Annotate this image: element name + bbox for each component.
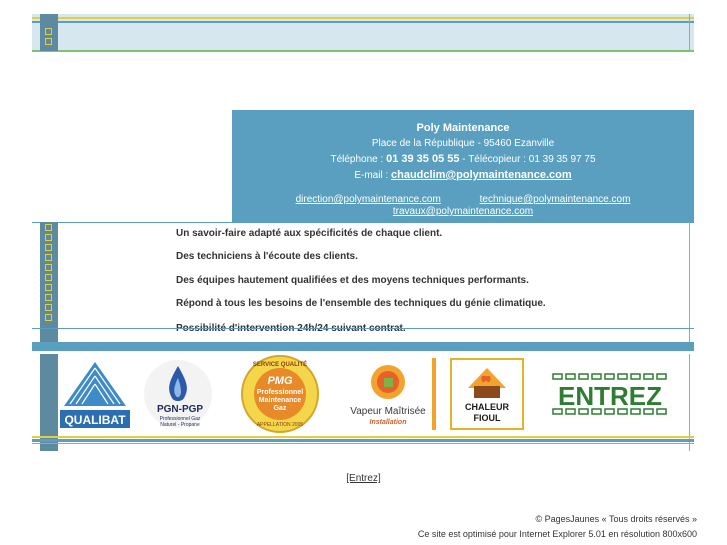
entrez-link[interactable]: [Entrez] — [346, 473, 381, 484]
top-banner — [32, 14, 694, 51]
mid-right-green-line — [689, 222, 690, 342]
pmg-logo[interactable] — [232, 354, 328, 434]
emails-row — [232, 194, 694, 205]
pmg-line2: Maintenance — [258, 397, 302, 404]
pmg-service-text: SERVICE QUALITÉ — [252, 362, 308, 368]
pgn-title: PGN-PGP — [156, 404, 204, 415]
email-label: E-mail : — [354, 170, 391, 181]
company-email-line — [232, 169, 694, 181]
top-blue-line — [32, 21, 694, 23]
chaleur-line2: FIOUL — [473, 413, 501, 423]
pgn-pgp-logo[interactable] — [140, 358, 216, 430]
company-address: Place de la République - 95460 Ezanville — [371, 138, 555, 149]
company-info-box — [232, 110, 694, 222]
vapeur-sub: Installation — [369, 419, 407, 426]
fax-number: - Télécopieur : 01 39 35 97 75 — [459, 154, 596, 165]
decorative-squares-top — [45, 28, 55, 48]
bottom-blue-line — [32, 439, 694, 442]
entrez-text: ENTREZ — [558, 381, 662, 411]
footer-copyright: © PagesJaunes « Tous droits réservés » — [535, 514, 697, 524]
decorative-squares-middle — [45, 224, 55, 324]
pmg-line3: Gaz — [273, 405, 287, 412]
top-yellow-line — [32, 17, 694, 19]
email-direction-link[interactable]: direction@polymaintenance.com — [295, 194, 441, 205]
company-name: Poly Maintenance — [416, 122, 510, 134]
vapeur-title: Vapeur Maîtrisée — [350, 406, 426, 417]
phone-label: Téléphone : — [330, 154, 387, 165]
feature-2: Des techniciens à l'écoute des clients. — [176, 251, 358, 262]
entrez-link-row — [0, 473, 727, 484]
chaleur-line1: CHALEUR — [465, 402, 509, 412]
bottom-green-line — [32, 443, 694, 444]
feature-3: Des équipes hautement qualifiées et des moyens techniques performants. — [176, 275, 529, 286]
top-green-line — [32, 50, 694, 52]
entrez-banner-button[interactable] — [550, 372, 670, 416]
footer-optimized: Ce site est optimisé pour Internet Explorer 5.01 en résolution 800x600 — [417, 529, 697, 539]
chaleur-fioul-logo[interactable] — [450, 358, 524, 430]
email-travaux-link[interactable]: travaux@polymaintenance.com — [392, 206, 534, 217]
vapeur-maitrisee-logo[interactable] — [344, 358, 436, 430]
pmg-text: PMG — [267, 375, 293, 387]
company-phone-line — [232, 153, 694, 165]
mid-bottom-band — [32, 342, 694, 351]
feature-4: Répond à tous les besoins de l'ensemble des techniques du génie climatique. — [176, 298, 546, 309]
pmg-line1: Professionnel — [256, 389, 304, 396]
right-green-line — [689, 14, 690, 51]
email-technique-link[interactable]: technique@polymaintenance.com — [479, 194, 631, 205]
pgn-sub1: Professionnel Gaz — [159, 416, 201, 422]
feature-1: Un savoir-faire adapté aux spécificités de chaque client. — [176, 228, 443, 239]
pmg-bottom-text: APPELLATION 2005 — [256, 422, 304, 428]
pgn-sub2: Naturel - Propane — [160, 422, 200, 428]
qualibat-logo[interactable] — [60, 358, 130, 430]
phone-number: 01 39 35 05 55 — [386, 153, 460, 165]
mid-divider-line — [32, 328, 694, 329]
mid-divider-top — [32, 222, 694, 223]
bottom-yellow-line — [32, 436, 694, 438]
email-main-link[interactable]: chaudclim@polymaintenance.com — [391, 169, 572, 181]
qualibat-text: QUALIBAT — [64, 413, 126, 427]
